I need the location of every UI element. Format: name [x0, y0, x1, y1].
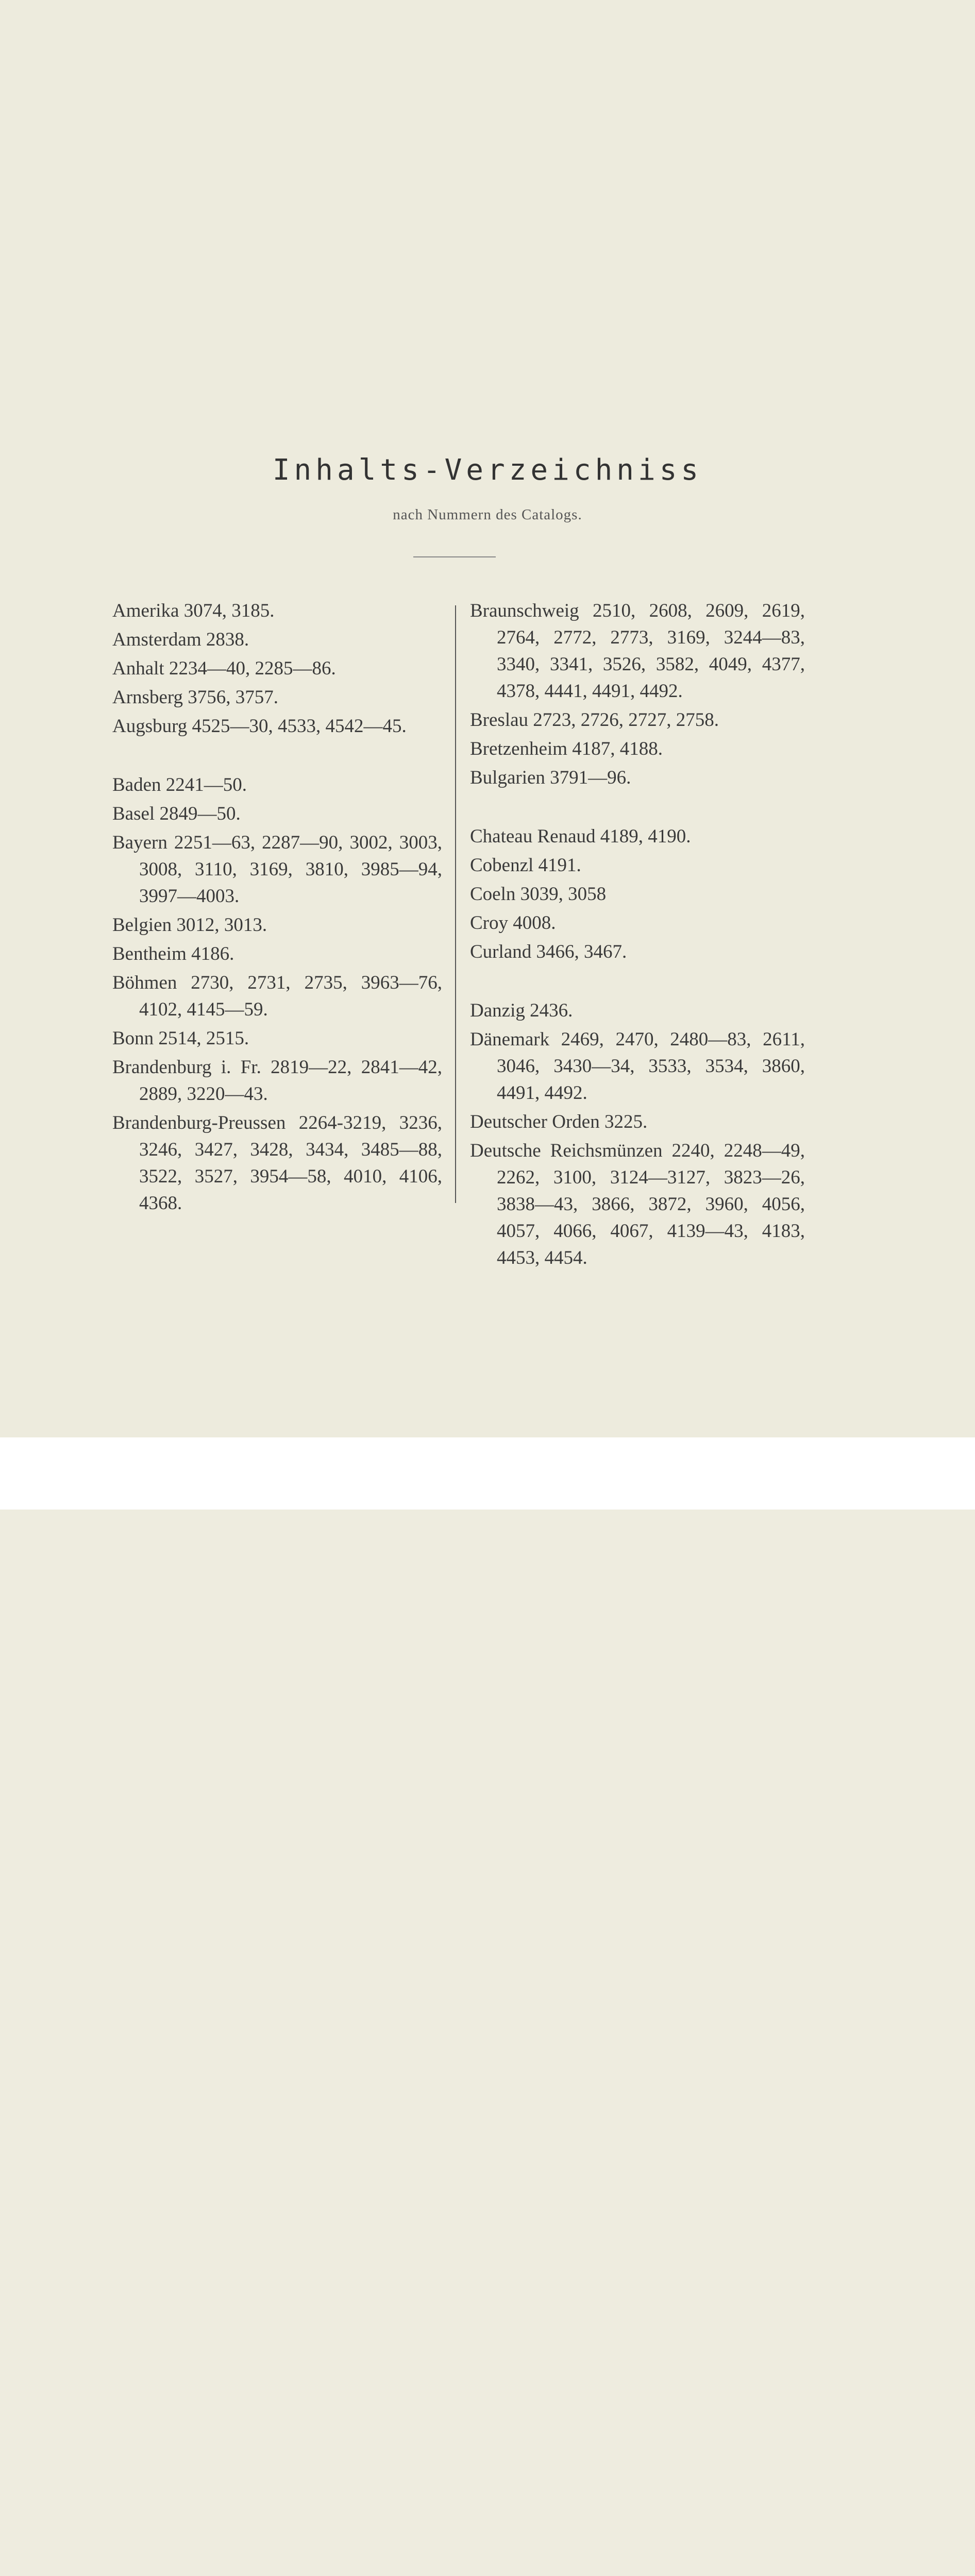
section-gap	[470, 968, 805, 997]
index-entry: Chateau Renaud 4189, 4190.	[470, 826, 691, 847]
index-entry: Bretzenheim 4187, 4188.	[470, 738, 663, 759]
index-entry: Danzig 2436.	[470, 1000, 573, 1021]
index-entry: Belgien 3012, 3013.	[112, 914, 267, 936]
page-subtitle: nach Nummern des Catalogs.	[393, 506, 582, 523]
index-entry: Anhalt 2234—40, 2285—86.	[112, 658, 336, 679]
index-entry: Basel 2849—50.	[112, 803, 241, 824]
index-entry: Bulgarien 3791—96.	[470, 767, 631, 788]
index-left-column	[112, 598, 442, 1219]
index-entry: Cobenzl 4191.	[470, 855, 581, 876]
index-entry: Deutsche Reichsmünzen 2240, 2248—49, 2262, 3100, 3124—3127, 3823—26, 3838—43, 3866, 3872, 3960, 4056, 4057, 4066, 4067, 4139—43, 4183, 4453, 4454.	[470, 1140, 805, 1268]
index-entry: Braunschweig 2510, 2608, 2609, 2619, 2764, 2772, 2773, 3169, 3244—83, 3340, 3341, 3526, 3582, 4049, 4377, 4378, 4441, 4491, 4492.	[470, 600, 805, 702]
index-entry: Croy 4008.	[470, 912, 556, 934]
column-divider	[455, 605, 456, 1203]
index-entry: Brandenburg i. Fr. 2819—22, 2841—42, 2889, 3220—43.	[112, 1057, 442, 1105]
index-entry: Brandenburg-Preussen 2264-3219, 3236, 3246, 3427, 3428, 3434, 3485—88, 3522, 3527, 3954—58, 4010, 4106, 4368.	[112, 1112, 442, 1214]
index-entry: Deutscher Orden 3225.	[470, 1111, 648, 1132]
section-gap	[112, 742, 442, 772]
index-right-column	[470, 598, 805, 1274]
footer-bar	[0, 1437, 975, 1510]
index-entry: Böhmen 2730, 2731, 2735, 3963—76, 4102, 4145—59.	[112, 972, 442, 1020]
index-entry: Dänemark 2469, 2470, 2480—83, 2611, 3046, 3430—34, 3533, 3534, 3860, 4491, 4492.	[470, 1029, 805, 1104]
index-entry: Coeln 3039, 3058	[470, 884, 607, 905]
index-entry: Arnsberg 3756, 3757.	[112, 687, 279, 708]
section-gap	[470, 793, 805, 823]
index-entry: Curland 3466, 3467.	[470, 941, 627, 962]
index-entry: Bayern 2251—63, 2287—90, 3002, 3003, 3008, 3110, 3169, 3810, 3985—94, 3997—4003.	[112, 832, 442, 907]
index-entry: Amerika 3074, 3185.	[112, 600, 275, 621]
index-entry: Breslau 2723, 2726, 2727, 2758.	[470, 709, 719, 731]
index-entry: Amsterdam 2838.	[112, 629, 249, 650]
title-divider	[413, 556, 496, 557]
index-entry: Augsburg 4525—30, 4533, 4542—45.	[112, 716, 407, 737]
index-entry: Bonn 2514, 2515.	[112, 1028, 249, 1049]
page-title: Inhalts-Verzeichniss	[272, 453, 703, 487]
index-entry: Bentheim 4186.	[112, 943, 234, 964]
index-entry: Baden 2241—50.	[112, 774, 247, 795]
